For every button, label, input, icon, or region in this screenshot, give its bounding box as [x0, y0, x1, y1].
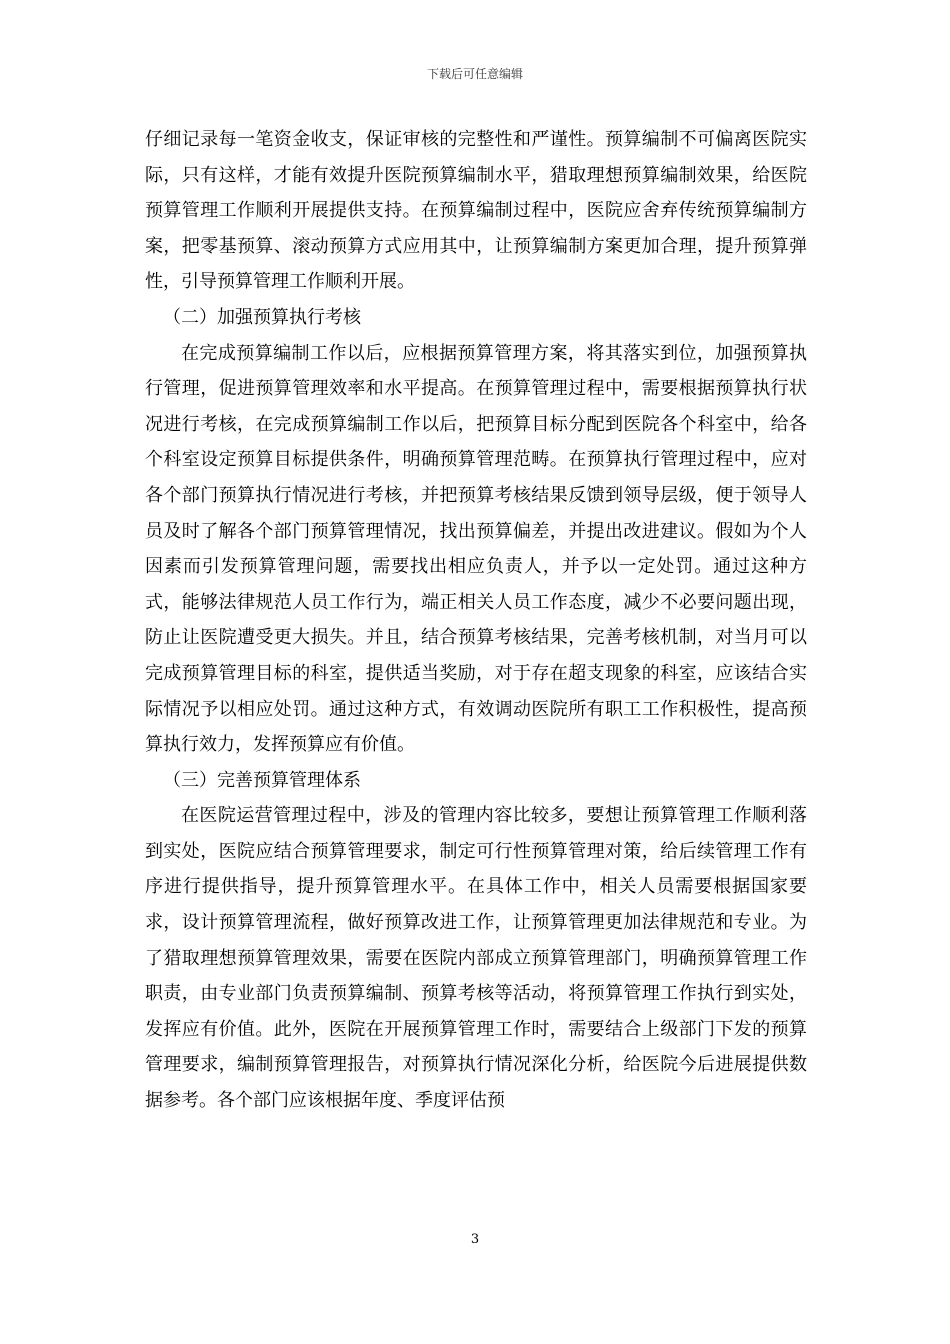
paragraph-3: 在医院运营管理过程中，涉及的管理内容比较多，要想让预算管理工作顺利落到实处，医院应结合预算管理要求，制定可行性预算管理对策，给后续管理工作有序进行提供指导，提升预算管理水平。在具体工作中，相关人员需要根据国家要求，设计预算管理流程，做好预算改进工作，让预算管理更加法律规范和专业。为了猎取理想预算管理效果，需要在医院内部成立预算管理部门，明确预算管理工作职责，由专业部门负责预算编制、预算考核等活动，将预算管理工作执行到实处，发挥应有价值。此外，医院在开展预算管理工作时，需要结合上级部门下发的预算管理要求，编制预算管理报告，对预算执行情况深化分析，给医院今后进展提供数据参考。各个部门应该根据年度、季度评估预 [145, 805, 807, 1112]
document-body [145, 122, 807, 1119]
paragraph-2: 在完成预算编制工作以后，应根据预算管理方案，将其落实到位，加强预算执行管理，促进预算管理效率和水平提高。在预算管理过程中，需要根据预算执行状况进行考核，在完成预算编制工作以后，把预算目标分配到医院各个科室中，给各个科室设定预算目标提供条件，明确预算管理范畴。在预算执行管理过程中，应对各个部门预算执行情况进行考核，并把预算考核结果反馈到领导层级，便于领导人员及时了解各个部门预算管理情况，找出预算偏差，并提出改进建议。假如为个人因素而引发预算管理问题，需要找出相应负责人，并予以一定处罚。通过这种方式，能够法律规范人员工作行为，端正相关人员工作态度，减少不必要问题出现，防止让医院遭受更大损失。并且，结合预算考核结果，完善考核机制，对当月可以完成预算管理目标的科室，提供适当奖励，对于存在超支现象的科室，应该结合实际情况予以相应处罚。通过这种方式，有效调动医院所有职工工作积极性，提高预算执行效力，发挥预算应有价值。 [145, 342, 807, 756]
paragraph-1: 仔细记录每一笔资金收支，保证审核的完整性和严谨性。预算编制不可偏离医院实际，只有这样，才能有效提升医院预算编制水平，猎取理想预算编制效果，给医院预算管理工作顺利开展提供支持。在预算编制过程中，医院应舍弃传统预算编制方案，把零基预算、滚动预算方式应用其中，让预算编制方案更加合理，提升预算弹性，引导预算管理工作顺利开展。 [145, 129, 807, 293]
section-heading-2: （二）加强预算执行考核 [163, 306, 361, 328]
page-header: 下载后可任意编辑 [426, 67, 523, 81]
section-heading-3: （三）完善预算管理体系 [163, 769, 361, 791]
page-number: 3 [470, 1232, 480, 1247]
